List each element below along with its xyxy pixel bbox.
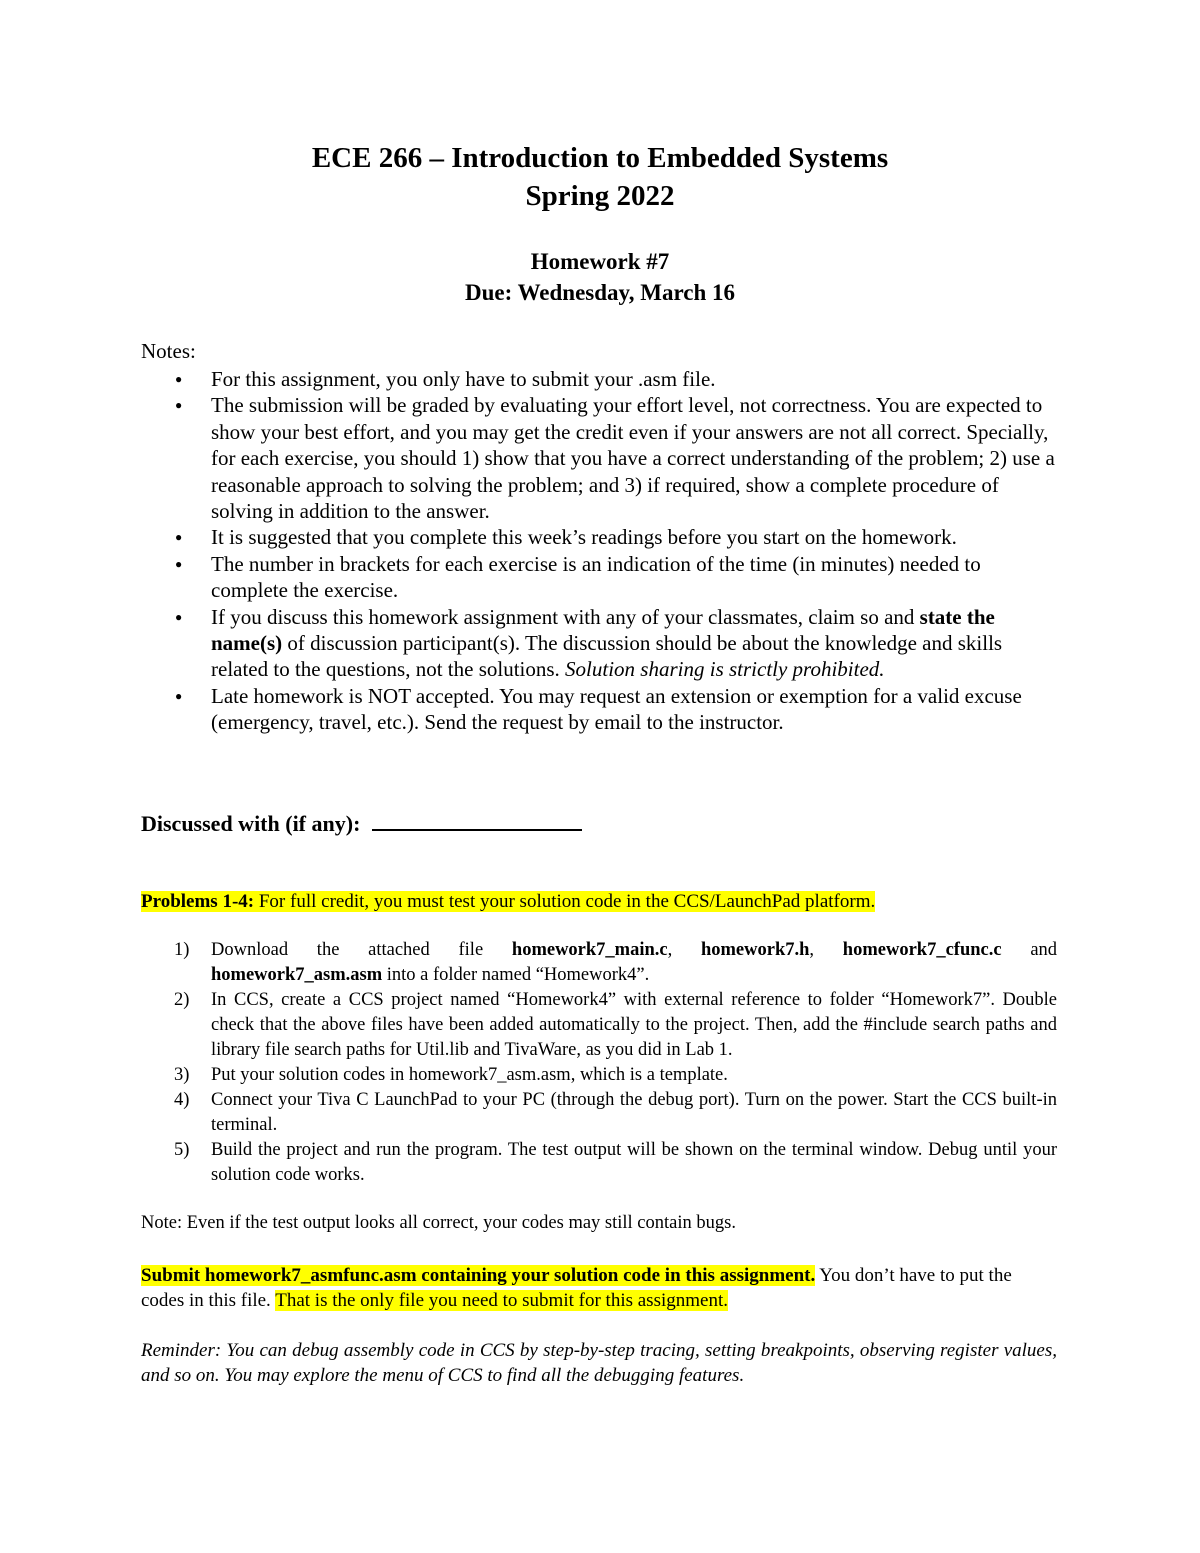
- step-item: [141, 1088, 1057, 1138]
- step-text: In CCS, create a CCS project named “Homework4” with external reference to folder “Homework7”. Double check that the above files have been added automatically to the project. Then, add the #include search paths and library file search paths for Util.lib and TivaWare, as you did in Lab 1.: [211, 990, 1057, 1060]
- step-text: Connect your Tiva C LaunchPad to your PC (through the debug port). Turn on the power. Start the CCS built-in terminal.: [211, 1090, 1057, 1135]
- steps-list: [141, 938, 1057, 1188]
- term-title: Spring 2022: [525, 180, 675, 212]
- notes-label: Notes:: [141, 339, 196, 363]
- bugs-note: Note: Even if the test output looks all correct, your codes may still contain bugs.: [141, 1213, 736, 1233]
- step-text: Download the attached file: [211, 940, 512, 960]
- notes-list: [141, 366, 1061, 736]
- step-item: [141, 1138, 1057, 1188]
- note-text: The number in brackets for each exercise is an indication of the time (in minutes) needed to complete the exercise.: [211, 551, 981, 603]
- course-title: ECE 266 – Introduction to Embedded Systems: [311, 142, 889, 174]
- step-number: 4): [174, 1090, 190, 1110]
- step-number: 5): [174, 1140, 190, 1160]
- submit-instructions: [141, 1263, 1057, 1313]
- due-date: Due: Wednesday, March 16: [464, 280, 736, 305]
- step-number: 3): [174, 1065, 190, 1085]
- file-name: homework7_asm.asm: [211, 965, 383, 985]
- reminder-text: Reminder: You can debug assembly code in CCS by step-by-step tracing, setting breakpoints, observing register values, and so on. You may explore the menu of CCS to find all the debugging features.: [141, 1340, 1057, 1386]
- homework-title: Homework #7: [530, 249, 670, 274]
- note-item: [141, 392, 1061, 524]
- step-text: into a folder named “Homework4”.: [382, 965, 650, 985]
- separator: and: [1001, 940, 1058, 960]
- step-text: Put your solution codes in homework7_asm.asm, which is a template.: [211, 1065, 728, 1085]
- note-item: [141, 604, 1061, 683]
- step-number: 2): [174, 990, 190, 1010]
- note-text: The submission will be graded by evaluating your effort level, not correctness. You are expected to show your best effort, and you may get the credit even if your answers are not all correct. Specially, for each exercise, you should 1) show that you have a correct understanding of the problem; 2) use a reasonable approach to solving the problem; and 3) if required, show a complete procedure of solving in addition to the answer.: [211, 393, 1055, 524]
- note-emphasis: state the name(s): [211, 604, 995, 656]
- discussed-blank-line[interactable]: [372, 809, 582, 831]
- note-text: Late homework is NOT accepted. You may request an extension or exemption for a valid excuse (emergency, travel, etc.). Send the request by email to the instructor.: [211, 683, 1022, 735]
- step-item: [141, 1063, 1057, 1088]
- note-item: [141, 366, 1061, 392]
- note-text: For this assignment, you only have to submit your .asm file.: [211, 367, 716, 391]
- note-text: If you discuss this homework assignment with any of your classmates, claim so and: [211, 604, 920, 629]
- problems-heading: [141, 890, 875, 914]
- separator: ,: [667, 940, 701, 960]
- note-text: of discussion participant(s). The discussion should be about the knowledge and skills related to the questions, not the solutions.: [211, 631, 1003, 682]
- note-item: [141, 524, 1061, 550]
- note-item: [141, 551, 1061, 604]
- step-number: 1): [174, 940, 190, 960]
- note-italic: Solution sharing is strictly prohibited.: [565, 657, 885, 682]
- step-text: Build the project and run the program. The test output will be shown on the terminal window. Debug until your solution code works.: [211, 1140, 1057, 1185]
- problems-instruction: For full credit, you must test your solution code in the CCS/LaunchPad platform.: [254, 891, 876, 912]
- discussed-with: [141, 809, 582, 837]
- separator: ,: [809, 940, 843, 960]
- submit-highlight: That is the only file you need to submit for this assignment.: [275, 1290, 728, 1311]
- discussed-label: Discussed with (if any):: [141, 811, 361, 836]
- note-item: [141, 683, 1061, 736]
- file-name: homework7_cfunc.c: [842, 940, 1002, 960]
- submit-bold: Submit homework7_asmfunc.asm containing your solution code in this assignment.: [141, 1265, 816, 1286]
- submit-text: You don’t have to put the codes in this file.: [141, 1265, 1012, 1311]
- file-name: homework7.h: [700, 940, 810, 960]
- problems-label: Problems 1-4:: [141, 891, 255, 912]
- step-item: [141, 938, 1057, 988]
- file-name: homework7_main.c: [511, 940, 668, 960]
- step-item: [141, 988, 1057, 1063]
- note-text: It is suggested that you complete this week’s readings before you start on the homework.: [211, 525, 957, 550]
